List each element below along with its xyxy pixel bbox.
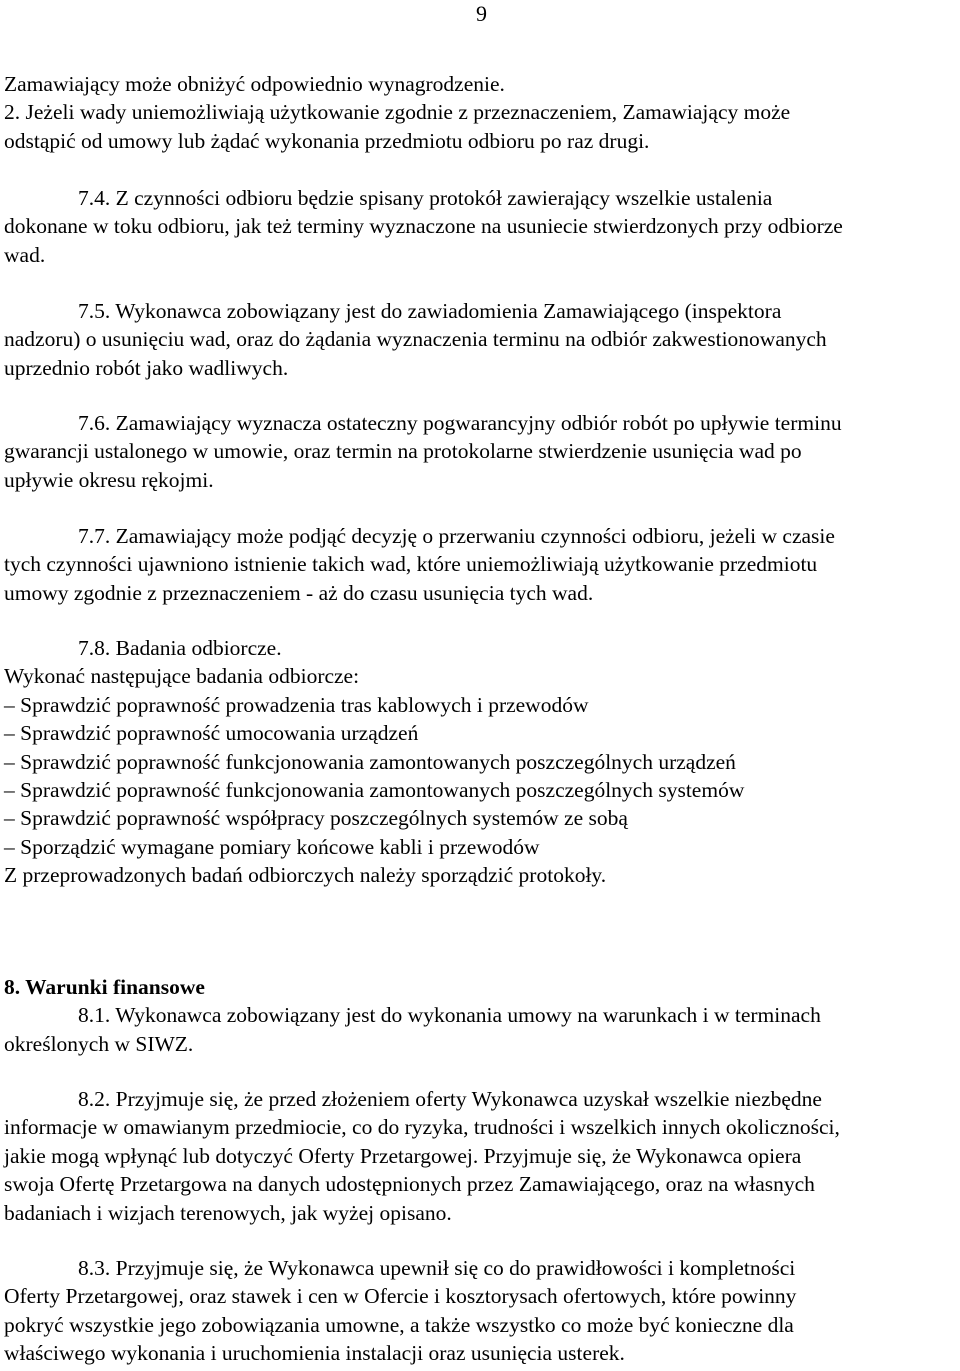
text-line: gwarancji ustalonego w umowie, oraz termin na protokolarne stwierdzenie usunięcia wad po — [4, 439, 802, 464]
section-8 — [4, 973, 956, 1058]
page-number: 9 — [476, 1, 487, 26]
paragraph-8-3 — [4, 1254, 956, 1368]
list-item: – Sprawdzić poprawność funkcjonowania zamontowanych poszczególnych systemów — [4, 778, 745, 803]
text-line: dokonane w toku odbioru, jak też terminy wyznaczone na usuniecie stwierdzonych przy odbiorze — [4, 214, 843, 239]
text-line: 7.6. Zamawiający wyznacza ostateczny pogwarancyjny odbiór robót po upływie terminu — [78, 411, 842, 435]
text-line: Wykonać następujące badania odbiorcze: — [4, 664, 360, 689]
text-line: pokryć wszystkie jego zobowiązania umowne, a także wszystko co może być konieczne dla — [4, 1312, 794, 1337]
text-line: określonych w SIWZ. — [4, 1031, 194, 1056]
paragraph-7-5 — [4, 297, 956, 382]
text-line: Zamawiający może obniżyć odpowiednio wynagrodzenie. — [4, 72, 505, 96]
list-item: – Sporządzić wymagane pomiary końcowe kabli i przewodów — [4, 834, 540, 859]
list-item: – Sprawdzić poprawność funkcjonowania zamontowanych poszczególnych urządzeń — [4, 749, 736, 774]
text-line: 7.4. Z czynności odbioru będzie spisany protokół zawierający wszelkie ustalenia — [78, 186, 773, 210]
text-line: 2. Jeżeli wady uniemożliwiają użytkowanie zgodnie z przeznaczeniem, Zamawiający może — [4, 100, 791, 125]
text-line: 8.3. Przyjmuje się, że Wykonawca upewnił się co do prawidłowości i kompletności — [78, 1256, 796, 1280]
paragraph-7-3-continuation — [4, 70, 956, 155]
text-line: 7.7. Zamawiający może podjąć decyzję o przerwaniu czynności odbioru, jeżeli w czasie — [78, 524, 835, 548]
text-line: odstąpić od umowy lub żądać wykonania przedmiotu odbioru po raz drugi. — [4, 128, 650, 153]
text-line: informacje w omawianym przedmiocie, co do ryzyka, trudności i wszelkich innych okoliczności, — [4, 1115, 840, 1140]
text-line: 7.5. Wykonawca zobowiązany jest do zawiadomienia Zamawiającego (inspektora — [78, 299, 782, 323]
text-line: swoja Ofertę Przetargowa na danych udostępnionych przez Zamawiającego, oraz na własnych — [4, 1172, 815, 1197]
section-heading: 7.8. Badania odbiorcze. — [78, 636, 282, 660]
list-item: – Sprawdzić poprawność prowadzenia tras kablowych i przewodów — [4, 692, 589, 717]
text-line: umowy zgodnie z przeznaczeniem - aż do czasu usunięcia tych wad. — [4, 580, 594, 605]
section-title: 8. Warunki finansowe — [4, 975, 205, 999]
paragraph-7-6 — [4, 409, 956, 494]
paragraph-7-8 — [4, 634, 956, 890]
list-item: – Sprawdzić poprawność umocowania urządzeń — [4, 721, 419, 746]
text-line: uprzednio robót jako wadliwych. — [4, 355, 289, 380]
text-line: Oferty Przetargowej, oraz stawek i cen w Ofercie i kosztorysach ofertowych, które powinny — [4, 1284, 797, 1309]
text-line: badaniach i wizjach terenowych, jak wyżej opisano. — [4, 1200, 452, 1225]
text-line: upływie okresu rękojmi. — [4, 467, 214, 492]
text-line: jakie mogą wpłynąć lub dotyczyć Oferty Przetargowej. Przyjmuje się, że Wykonawca opiera — [4, 1143, 802, 1168]
text-line: tych czynności ujawniono istnienie takich wad, które uniemożliwiają użytkowanie przedmiotu — [4, 552, 818, 577]
text-line: wad. — [4, 242, 46, 267]
text-line: Z przeprowadzonych badań odbiorczych należy sporządzić protokoły. — [4, 863, 607, 888]
paragraph-8-2 — [4, 1085, 956, 1227]
text-line: nadzoru) o usunięciu wad, oraz do żądania wyznaczenia terminu na odbiór zakwestionowanych — [4, 327, 827, 352]
text-line: 8.1. Wykonawca zobowiązany jest do wykonania umowy na warunkach i w terminach — [78, 1003, 821, 1028]
text-line: właściwego wykonania i uruchomienia instalacji oraz usunięcia usterek. — [4, 1341, 625, 1366]
paragraph-7-7 — [4, 522, 956, 607]
list-item: – Sprawdzić poprawność współpracy poszczególnych systemów ze sobą — [4, 806, 628, 831]
paragraph-7-4 — [4, 184, 956, 269]
text-line: 8.2. Przyjmuje się, że przed złożeniem oferty Wykonawca uzyskał wszelkie niezbędne — [78, 1087, 822, 1111]
